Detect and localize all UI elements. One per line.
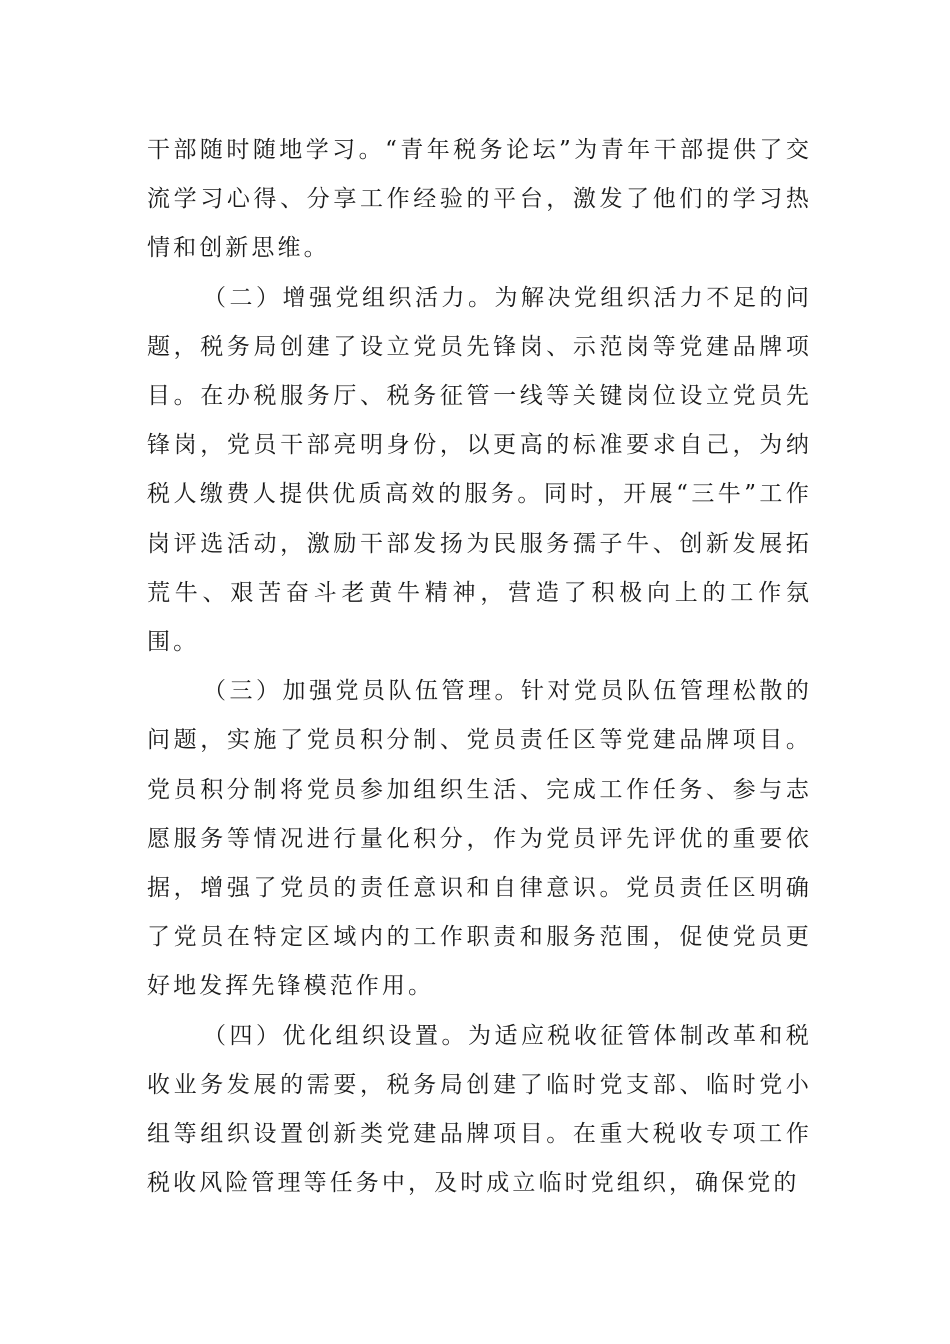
document-body <box>147 126 812 1208</box>
paragraph-section-3: （三）加强党员队伍管理。针对党员队伍管理松散的问题，实施了党员积分制、党员责任区等党建品牌项目。党员积分制将党员参加组织生活、完成工作任务、参与志愿服务等情况进行量化积分，作为党员评先评优的重要依据，增强了党员的责任意识和自律意识。党员责任区明确了党员在特定区域内的工作职责和服务范围，促使党员更好地发挥先锋模范作用。 <box>147 678 812 1000</box>
paragraph-section-4: （四）优化组织设置。为适应税收征管体制改革和税收业务发展的需要，税务局创建了临时党支部、临时党小组等组织设置创新类党建品牌项目。在重大税收专项工作税收风险管理等任务中，及时成立临时党组织，确保党的 <box>147 1022 812 1197</box>
paragraph-section-2: （二）增强党组织活力。为解决党组织活力不足的问题，税务局创建了设立党员先锋岗、示范岗等党建品牌项目。在办税服务厅、税务征管一线等关键岗位设立党员先锋岗，党员干部亮明身份，以更高的标准要求自己，为纳税人缴费人提供优质高效的服务。同时，开展“三牛”工作岗评选活动，激励干部发扬为民服务孺子牛、创新发展拓荒牛、艰苦奋斗老黄牛精神，营造了积极向上的工作氛围。 <box>147 284 812 656</box>
paragraph-continuation: 干部随时随地学习。“青年税务论坛”为青年干部提供了交流学习心得、分享工作经验的平台，激发了他们的学习热情和创新思维。 <box>147 137 812 262</box>
